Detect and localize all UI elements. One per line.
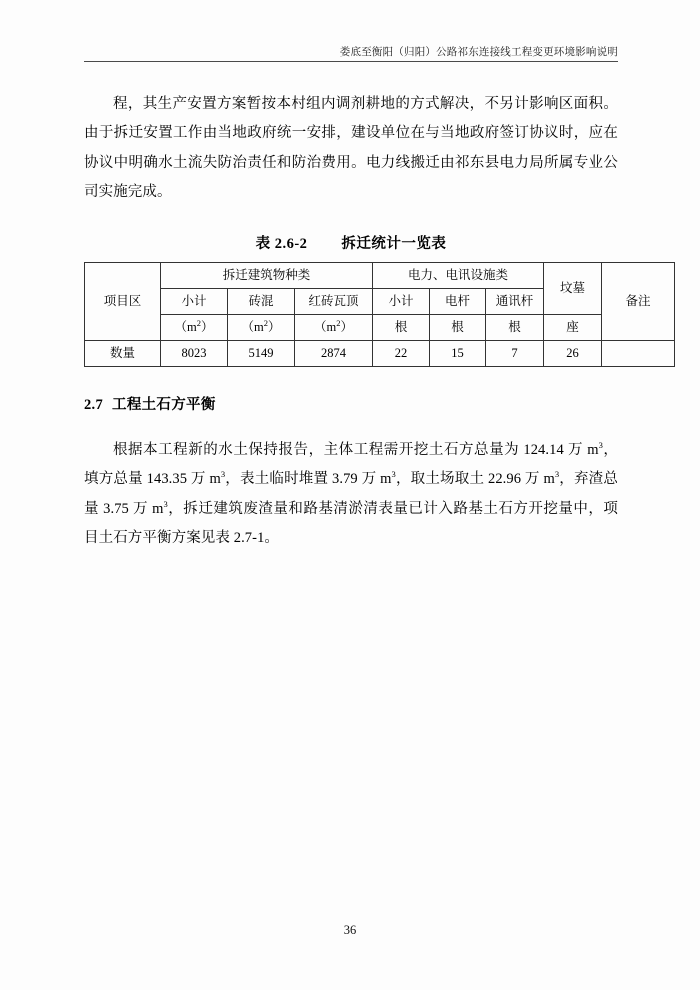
cell-comm-pole: 7 bbox=[486, 340, 544, 366]
header-divider bbox=[84, 61, 618, 62]
page-number: 36 bbox=[343, 923, 357, 937]
table-caption-label: 表 2.6-2 bbox=[255, 235, 308, 252]
section-title: 工程土石方平衡 bbox=[112, 396, 216, 413]
table-row bbox=[85, 340, 675, 366]
unit-cell-comm-pole: 根 bbox=[486, 314, 544, 340]
page-content bbox=[84, 44, 651, 568]
unit-cell-demolition-subtotal: $(m^2)$ bbox=[161, 314, 228, 340]
cell-red-brick-tile: 2874 bbox=[295, 340, 373, 366]
table-header-row-group bbox=[85, 262, 675, 288]
header-cell-comm-pole: 通讯杆 bbox=[486, 288, 544, 314]
header-cell-brick-concrete: 砖混 bbox=[228, 288, 295, 314]
demolition-statistics-table bbox=[84, 262, 675, 367]
header-cell-demolition-subtotal: 小计 bbox=[161, 288, 228, 314]
cell-demolition-subtotal: 8023 bbox=[161, 340, 228, 366]
cell-power-subtotal: 22 bbox=[373, 340, 430, 366]
header-cell-remark: 备注 bbox=[602, 262, 675, 340]
unit-cell-power-subtotal: 根 bbox=[373, 314, 430, 340]
table-caption-title: 拆迁统计一览表 bbox=[341, 235, 447, 252]
header-cell-demolition-group: 拆迁建筑物种类 bbox=[161, 262, 373, 288]
section-heading bbox=[84, 393, 618, 414]
table-caption bbox=[84, 232, 618, 253]
header-cell-red-brick-tile: 红砖瓦顶 bbox=[295, 288, 373, 314]
running-header bbox=[84, 44, 618, 68]
cell-brick-concrete: 5149 bbox=[228, 340, 295, 366]
unit-cell-brick-concrete: $(m^2)$ bbox=[228, 314, 295, 340]
header-cell-project-area: 项目区 bbox=[85, 262, 161, 340]
header-cell-tomb: 坟墓 bbox=[544, 262, 602, 314]
cell-remark bbox=[602, 340, 675, 366]
table-unit-row bbox=[85, 314, 675, 340]
section-paragraph: 根据本工程新的水土保持报告，主体工程需开挖土石方总量为 124.14 万 $m^3$，填方总量 143.35 万 $m^3$，表土临时堆置 3.79 万 $m^3$，取土场取土 22.96 万 $m^3$，弃渣总量 3.75 万 $m^3$，拆迁建筑废渣量和路基清淤清表量已计入路基土石方开挖量中，项目土石方平衡方案见表 2.7-1。 bbox=[84, 439, 618, 546]
header-cell-power-group: 电力、电讯设施类 bbox=[373, 262, 544, 288]
row-label-quantity: 数量 bbox=[85, 340, 161, 366]
paragraph-continuation: 程，其生产安置方案暂按本村组内调剂耕地的方式解决，不另计影响区面积。由于拆迁安置工作由当地政府统一安排，建设单位在与当地政府签订协议时，应在协议中明确水土流失防治责任和防治费用。电力线搬迁由祁东县电力局所属专业公司实施完成。 bbox=[84, 96, 618, 201]
cell-tomb: 26 bbox=[544, 340, 602, 366]
unit-cell-power-pole: 根 bbox=[430, 314, 486, 340]
unit-cell-red-brick-tile: $(m^2)$ bbox=[295, 314, 373, 340]
header-cell-power-subtotal: 小计 bbox=[373, 288, 430, 314]
header-cell-power-pole: 电杆 bbox=[430, 288, 486, 314]
running-header-text: 娄底至衡阳（归阳）公路祁东连接线工程变更环境影响说明 bbox=[339, 47, 618, 58]
section-number: 2.7 bbox=[84, 396, 104, 413]
cell-power-pole: 15 bbox=[430, 340, 486, 366]
unit-cell-tomb: 座 bbox=[544, 314, 602, 340]
